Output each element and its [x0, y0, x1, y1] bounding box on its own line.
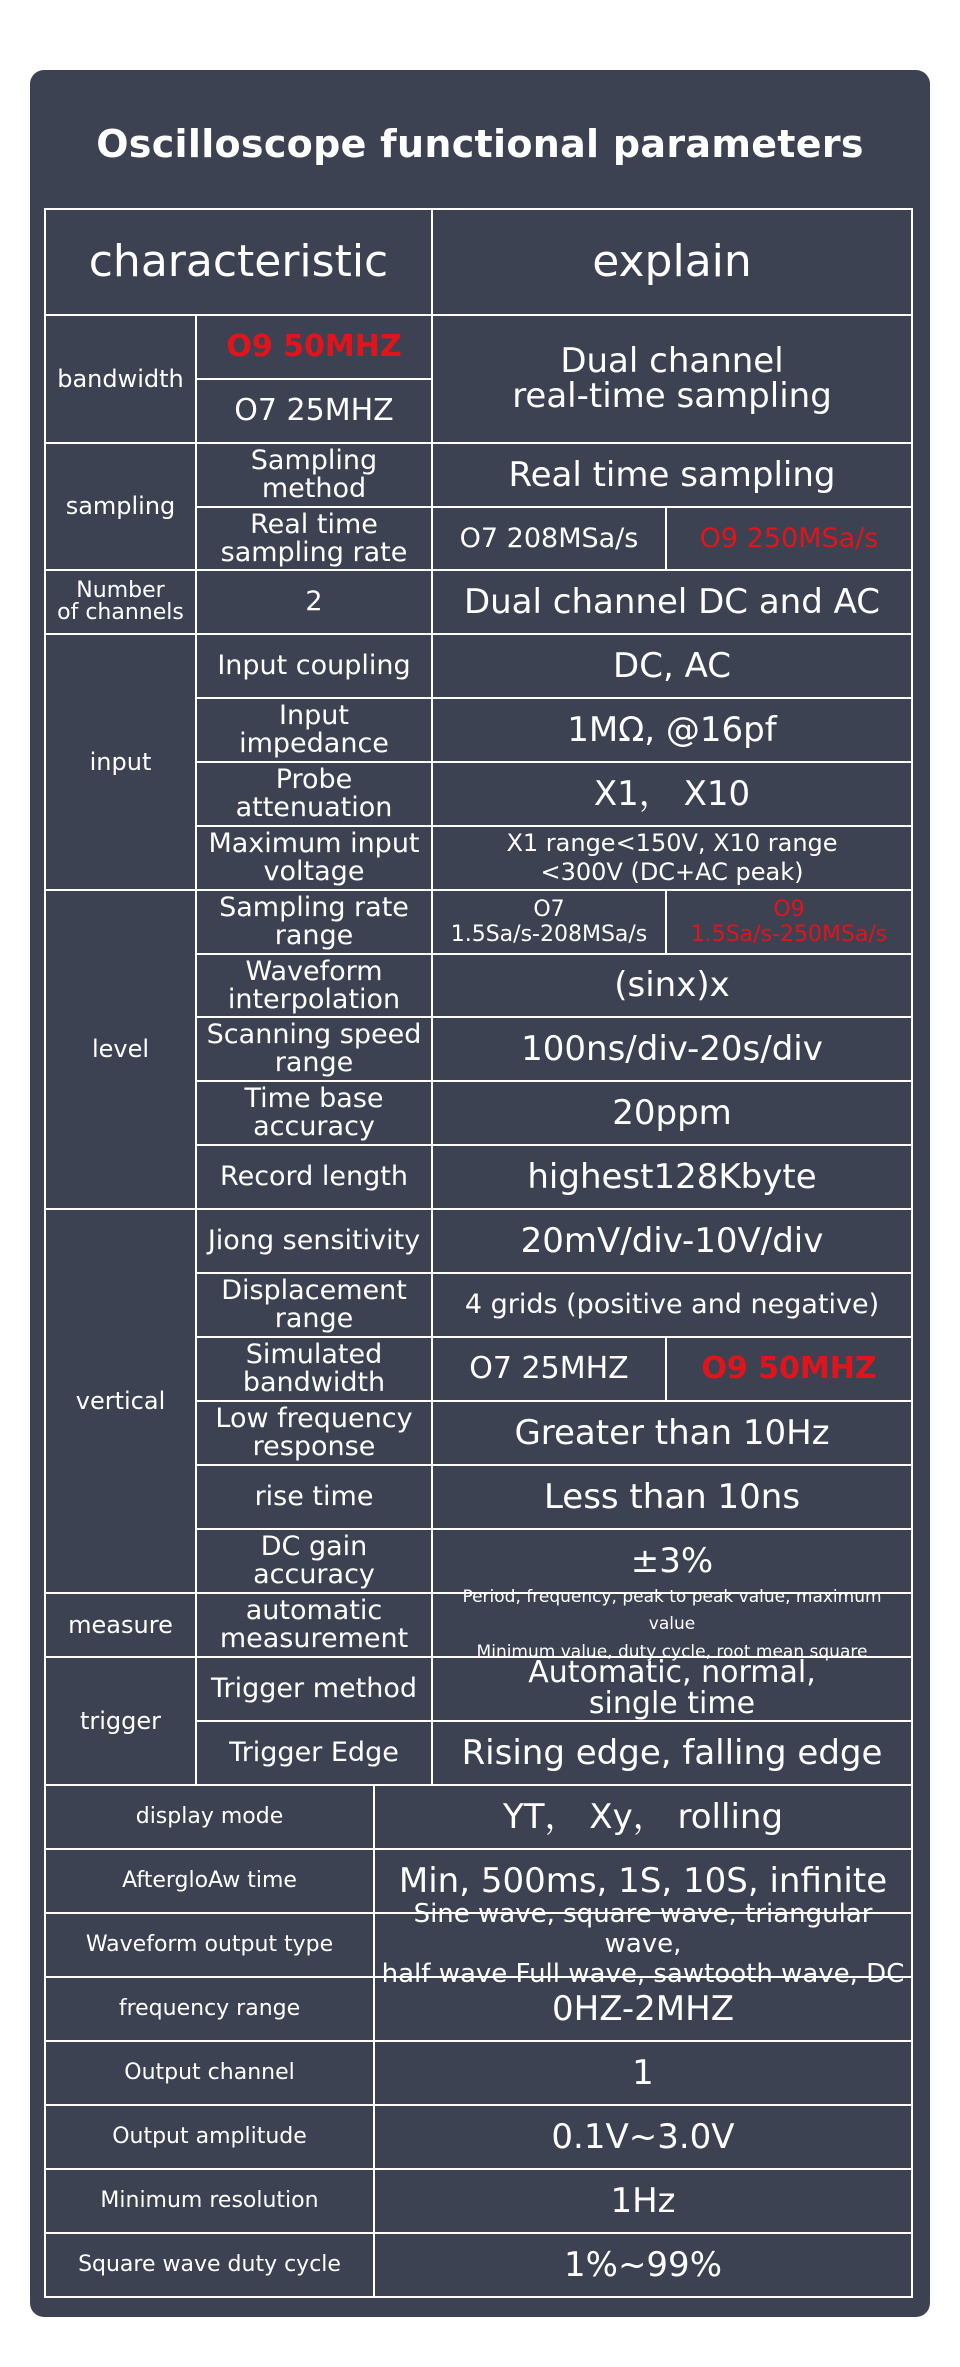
level-timebase-value: 20ppm — [431, 1080, 913, 1146]
vertical-rise-value: Less than 10ns — [431, 1464, 913, 1530]
measure-auto-value: Period, frequency, peak to peak value, maximum value Minimum value, duty cycle, root mean square — [431, 1592, 913, 1658]
level-interp-value: (sinx)x — [431, 953, 913, 1018]
extra-value-waveform-output: Sine wave, square wave, triangular wave, half wave Full wave, sawtooth wave, DC — [373, 1912, 913, 1978]
level-rate-o9: O9 1.5Sa/s-250MSa/s — [665, 889, 913, 955]
extra-value-minimum-resolution: 1Hz — [373, 2168, 913, 2234]
level-rate-label: Sampling rate range — [195, 889, 433, 955]
bandwidth-o7: O7 25MHZ — [195, 378, 433, 444]
vertical-sim-o9: O9 50MHZ — [665, 1336, 913, 1402]
trigger-edge-label: Trigger Edge — [195, 1720, 433, 1786]
vertical-disp-value: 4 grids (positive and negative) — [431, 1272, 913, 1338]
extra-label-afterglow-time: AftergloAw time — [44, 1848, 375, 1914]
sampling-rate-label: Real time sampling rate — [195, 506, 433, 571]
channels-explain: Dual channel DC and AC — [431, 569, 913, 635]
extra-value-duty-cycle: 1%~99% — [373, 2232, 913, 2298]
vertical-dc-value: ±3% — [431, 1528, 913, 1594]
group-input: input — [44, 633, 197, 891]
extra-value-frequency-range: 0HZ-2MHZ — [373, 1976, 913, 2042]
level-record-label: Record length — [195, 1144, 433, 1210]
extra-label-output-amplitude: Output amplitude — [44, 2104, 375, 2170]
vertical-sim-label: Simulated bandwidth — [195, 1336, 433, 1402]
input-probe-label: Probe attenuation — [195, 761, 433, 827]
level-rate-o7: O7 1.5Sa/s-208MSa/s — [431, 889, 667, 955]
extra-label-output-channel: Output channel — [44, 2040, 375, 2106]
group-bandwidth: bandwidth — [44, 314, 197, 444]
input-max-value: X1 range<150V, X10 range <300V (DC+AC peak) — [431, 825, 913, 891]
vertical-dc-label: DC gain accuracy — [195, 1528, 433, 1594]
input-max-label: Maximum input voltage — [195, 825, 433, 891]
sampling-rate-o9: O9 250MSa/s — [665, 506, 913, 571]
sampling-rate-o7: O7 208MSa/s — [431, 506, 667, 571]
input-probe-value: X1， X10 — [431, 761, 913, 827]
extra-label-waveform-output: Waveform output type — [44, 1912, 375, 1978]
group-level: level — [44, 889, 197, 1210]
extra-label-display-mode: display mode — [44, 1784, 375, 1850]
vertical-sens-value: 20mV/div-10V/div — [431, 1208, 913, 1274]
vertical-sim-o7: O7 25MHZ — [431, 1336, 667, 1402]
group-vertical: vertical — [44, 1208, 197, 1594]
channels-count: 2 — [195, 569, 433, 635]
extra-value-afterglow-time: Min, 500ms, 1S, 10S, infinite — [373, 1848, 913, 1914]
trigger-edge-value: Rising edge, falling edge — [431, 1720, 913, 1786]
extra-value-output-channel: 1 — [373, 2040, 913, 2106]
page-title: Oscilloscope functional parameters — [96, 122, 864, 166]
input-coupling-label: Input coupling — [195, 633, 433, 699]
level-record-value: highest128Kbyte — [431, 1144, 913, 1210]
extra-value-output-amplitude: 0.1V~3.0V — [373, 2104, 913, 2170]
trigger-method-value: Automatic, normal, single time — [431, 1656, 913, 1722]
extra-label-minimum-resolution: Minimum resolution — [44, 2168, 375, 2234]
input-impedance-value: 1MΩ, @16pf — [431, 697, 913, 763]
input-coupling-value: DC, AC — [431, 633, 913, 699]
vertical-disp-label: Displacement range — [195, 1272, 433, 1338]
group-trigger: trigger — [44, 1656, 197, 1786]
vertical-low-value: Greater than 10Hz — [431, 1400, 913, 1466]
group-measure: measure — [44, 1592, 197, 1658]
level-scan-label: Scanning speed range — [195, 1016, 433, 1082]
bandwidth-explain: Dual channel real-time sampling — [431, 314, 913, 444]
input-impedance-label: Input impedance — [195, 697, 433, 763]
vertical-low-label: Low frequency response — [195, 1400, 433, 1466]
extra-label-frequency-range: frequency range — [44, 1976, 375, 2042]
group-sampling: sampling — [44, 442, 197, 571]
header-explain: explain — [431, 208, 913, 316]
sampling-method-value: Real time sampling — [431, 442, 913, 508]
level-scan-value: 100ns/div-20s/div — [431, 1016, 913, 1082]
extra-label-duty-cycle: Square wave duty cycle — [44, 2232, 375, 2298]
extra-value-display-mode: YT， Xy， rolling — [373, 1784, 913, 1850]
group-channels: Number of channels — [44, 569, 197, 635]
level-interp-label: Waveform interpolation — [195, 953, 433, 1018]
trigger-method-label: Trigger method — [195, 1656, 433, 1722]
sampling-method-label: Sampling method — [195, 442, 433, 508]
bandwidth-o9: O9 50MHZ — [195, 314, 433, 380]
vertical-rise-label: rise time — [195, 1464, 433, 1530]
measure-auto-label: automatic measurement — [195, 1592, 433, 1658]
vertical-sens-label: Jiong sensitivity — [195, 1208, 433, 1274]
header-characteristic: characteristic — [44, 208, 433, 316]
level-timebase-label: Time base accuracy — [195, 1080, 433, 1146]
